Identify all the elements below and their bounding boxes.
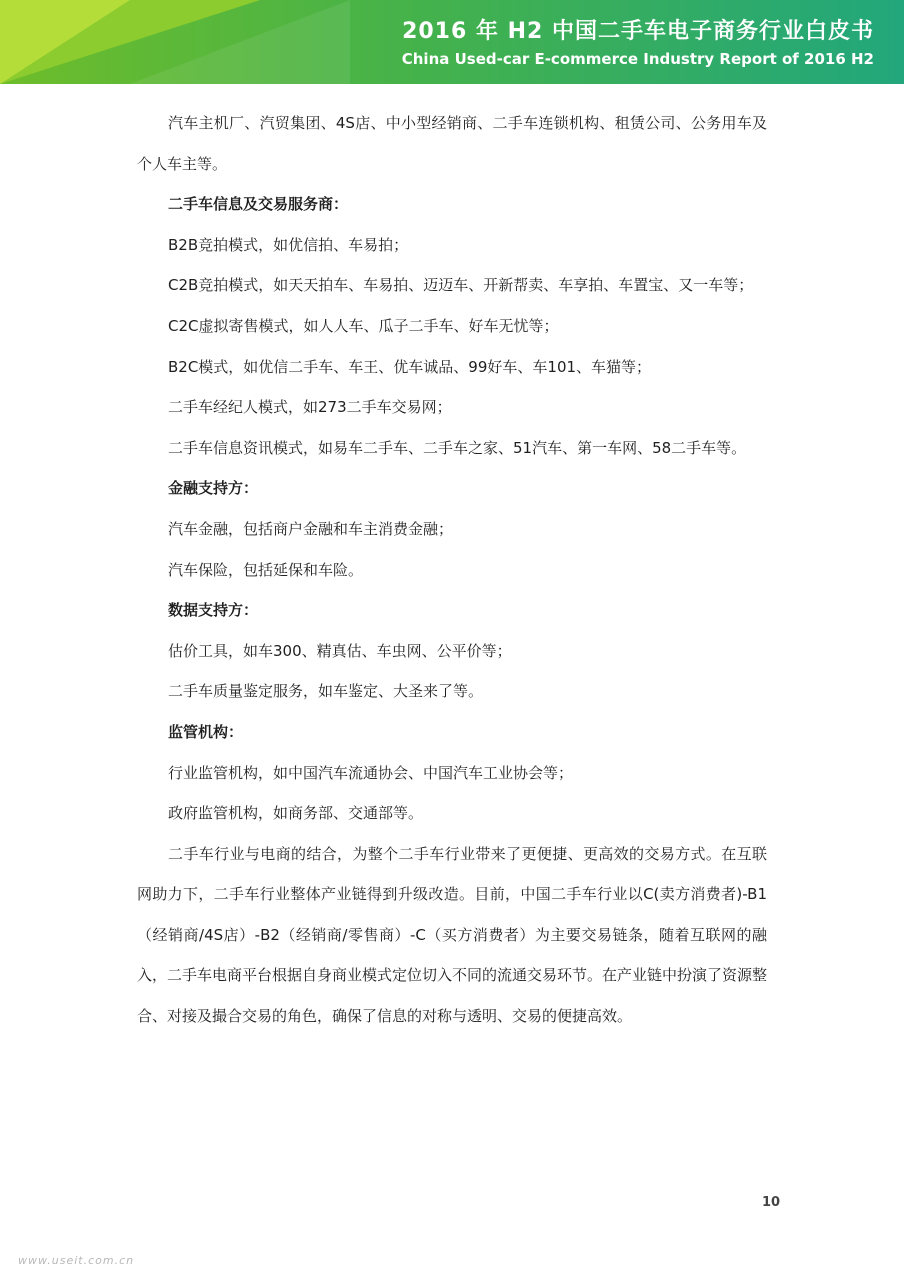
paragraph: 汽车金融，包括商户金融和车主消费金融； <box>168 519 454 538</box>
header-banner <box>0 0 904 84</box>
banner-decoration <box>0 0 130 84</box>
document-body <box>137 103 767 1037</box>
report-subtitle: China Used-car E-commerce Industry Report of 2016 H2 <box>401 50 874 68</box>
paragraph: B2C模式，如优信二手车、车王、优车诚品、99好车、车101、车猫等； <box>168 357 652 376</box>
paragraph: 估价工具，如车300、精真估、车虫网、公平价等； <box>168 641 512 660</box>
paragraph: 二手车经纪人模式，如273二手车交易网； <box>168 398 452 417</box>
report-title: 2016 年 H2 中国二手车电子商务行业白皮书 <box>402 19 874 44</box>
page-number: 10 <box>762 1195 781 1210</box>
paragraph: 二手车行业与电商的结合，为整个二手车行业带来了更便捷、更高效的交易方式。在互联网助力下，二手车行业整体产业链得到升级改造。目前，中国二手车行业以C(卖方消费者)-B1（经销商/4S店）-B2（经销商/零售商）-C（买方消费者）为主要交易链条，随着互联网的融入，二手车电商平台根据自身商业模式定位切入不同的流通交易环节。在产业链中扮演了资源整合、对接及撮合交易的角色，确保了信息的对称与透明、交易的便捷高效。 <box>137 844 768 1026</box>
paragraph: C2C虚拟寄售模式，如人人车、瓜子二手车、好车无忧等； <box>168 316 559 335</box>
watermark: www.useit.com.cn <box>18 1254 135 1267</box>
section-heading: 数据支持方： <box>168 601 259 620</box>
paragraph: 汽车主机厂、汽贸集团、4S店、中小型经销商、二手车连锁机构、租赁公司、公务用车及个人车主等。 <box>137 114 767 173</box>
banner-decoration <box>130 0 350 84</box>
paragraph: C2B竞拍模式，如天天拍车、车易拍、迈迈车、开新帮卖、车享拍、车置宝、又一车等； <box>168 276 754 295</box>
paragraph: B2B竞拍模式，如优信拍、车易拍； <box>168 235 409 254</box>
paragraph: 二手车信息资讯模式，如易车二手车、二手车之家、51汽车、第一车网、58二手车等。 <box>168 438 747 457</box>
section-heading: 二手车信息及交易服务商： <box>168 195 349 214</box>
paragraph: 汽车保险，包括延保和车险。 <box>168 560 364 579</box>
paragraph: 政府监管机构，如商务部、交通部等。 <box>168 804 424 823</box>
section-heading: 监管机构： <box>168 722 244 741</box>
section-heading: 金融支持方： <box>168 479 259 498</box>
paragraph: 二手车质量鉴定服务，如车鉴定、大圣来了等。 <box>168 682 484 701</box>
paragraph: 行业监管机构，如中国汽车流通协会、中国汽车工业协会等； <box>168 763 574 782</box>
